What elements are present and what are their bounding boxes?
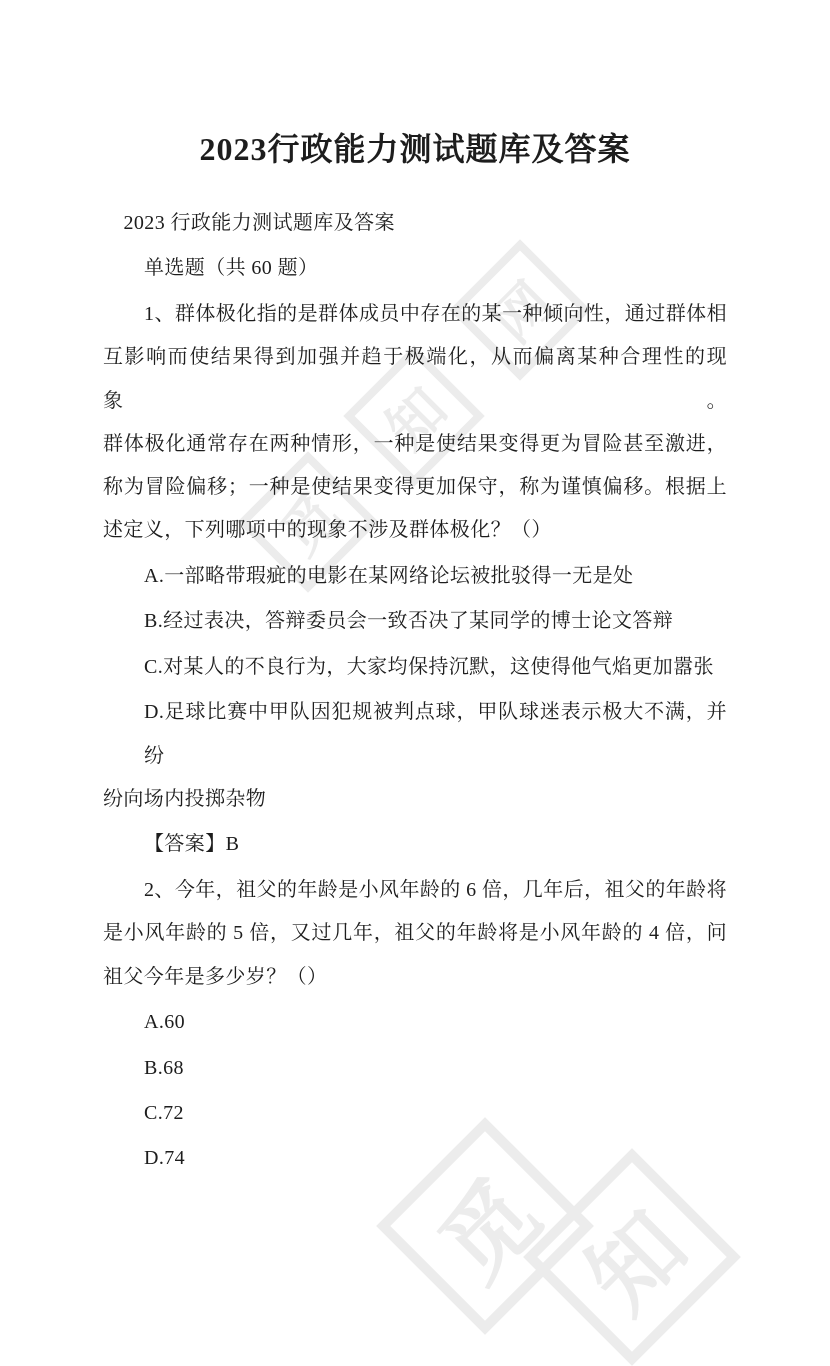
text-line: 【答案】B: [144, 833, 240, 856]
text-line: B.68: [144, 1056, 184, 1079]
question-1-option-b: [103, 600, 727, 643]
question-2-stem: [103, 869, 727, 999]
question-1-stem: [103, 293, 727, 553]
text-line: 纷向场内投掷杂物: [103, 787, 267, 810]
question-1-option-c: [103, 646, 727, 689]
text-line: B.经过表决，答辩委员会一致否决了某同学的博士论文答辩: [144, 610, 674, 633]
watermark-diamond: 觅: [237, 451, 378, 592]
subtitle: [103, 202, 727, 245]
question-2-option-c: [103, 1092, 727, 1135]
question-1-option-d: [103, 691, 727, 821]
question-1-answer: [103, 823, 727, 866]
text-line: 祖父今年是多少岁？（）: [103, 965, 328, 988]
watermark-diamond: 知: [523, 1148, 741, 1366]
section-header: [103, 247, 727, 290]
text-line: 称为冒险偏移；一种是使结果变得更加保守，称为谨慎偏移。根据上: [103, 476, 727, 499]
document-title: 2023行政能力测试题库及答案: [199, 131, 631, 167]
text-line: A.一部略带瑕疵的电影在某网络论坛被批驳得一无是处: [144, 564, 634, 587]
watermark-diamond: 网: [449, 239, 590, 380]
question-2-option-d: [103, 1137, 727, 1180]
text-line: C.72: [144, 1102, 184, 1124]
question-1-option-a: [103, 555, 727, 598]
watermark-diamond: 知: [343, 345, 484, 486]
text-line: D.足球比赛中甲队因犯规被判点球，甲队球迷表示极大不满，并纷: [144, 701, 727, 767]
text-line: 1、群体极化指的是群体成员中存在的某一种倾向性，通过群体相: [144, 302, 727, 325]
text-line: A.60: [144, 1011, 186, 1034]
question-2-option-b: [103, 1047, 727, 1090]
text-line: 单选题（共 60 题）: [144, 257, 319, 280]
document-body: [103, 202, 727, 1183]
text-line: 2023 行政能力测试题库及答案: [123, 212, 395, 234]
text-line: D.74: [144, 1147, 186, 1170]
watermark-diamond: 觅: [376, 1117, 594, 1335]
question-2-option-a: [103, 1001, 727, 1044]
text-line: 互影响而使结果得到加强并趋于极端化，从而偏离某种合理性的现象。: [103, 346, 727, 412]
text-line: 述定义，下列哪项中的现象不涉及群体极化？（）: [103, 519, 552, 542]
text-line: 是小风年龄的 5 倍，又过几年，祖父的年龄将是小风年龄的 4 倍，问: [103, 922, 727, 945]
text-line: 群体极化通常存在两种情形，一种是使结果变得更为冒险甚至激进，: [103, 432, 727, 455]
text-line: 2、今年，祖父的年龄是小风年龄的 6 倍，几年后，祖父的年龄将: [144, 878, 727, 901]
text-line: C.对某人的不良行为，大家均保持沉默，这使得他气焰更加嚣张: [144, 655, 714, 678]
